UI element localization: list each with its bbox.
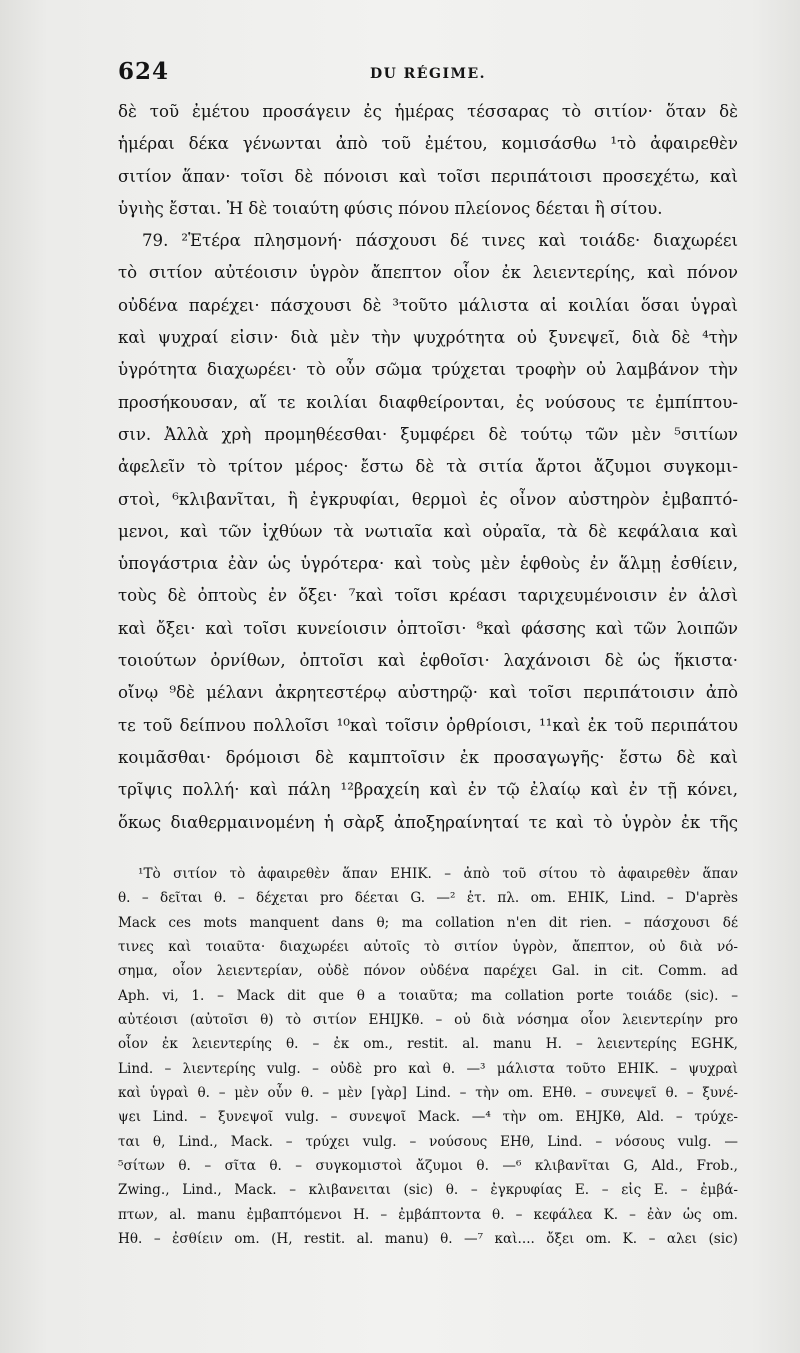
- footnote-line: σημα, οἷον λειεντερίαν, οὐδὲ πόνον οὐδένα παρέχει Gal. in cit. Comm. ad: [118, 963, 738, 980]
- text-line: μενοι, καὶ τῶν ἰχθύων τὰ νωτιαῖα καὶ οὐραῖα, τὰ δὲ κεφάλαια καὶ: [118, 521, 738, 541]
- text-line: σιν. Ἀλλὰ χρὴ προμηθέεσθαι· ξυμφέρει δὲ τούτῳ τῶν μὲν ⁵σιτίων: [118, 424, 738, 444]
- text-line: κοιμᾶσθαι· δρόμοισι δὲ καμπτοῖσιν ἐκ προσαγωγῆς· ἔστω δὲ καὶ: [118, 747, 738, 767]
- footnote-line: οἷον ἐκ λειεντερίης θ. – ἐκ om., restit. al. manu H. – λειεντερίης EGHK,: [118, 1036, 738, 1053]
- footnotes-block: [118, 862, 738, 1252]
- running-head: DU RÉGIME.: [369, 66, 487, 82]
- footnote-line: ται θ, Lind., Mack. – τρύχει vulg. – νούσους EHθ, Lind. – νόσους vulg. —: [118, 1133, 738, 1150]
- text-line: ἀφελεῖν τὸ τρίτον μέρος· ἔστω δὲ τὰ σιτία ἄρτοι ἄζυμοι συγκομι-: [118, 457, 738, 477]
- footnote-line: ⁵σίτων θ. – σῖτα θ. – συγκομιστοὶ ἄζυμοι θ. —⁶ κλιβανῖται G, Ald., Frob.,: [118, 1158, 738, 1175]
- footnote-line: Aph. vi, 1. – Mack dit que θ a τοιαῦτα; ma collation porte τοιάδε (sic). –: [118, 987, 738, 1004]
- footnote-line: Hθ. – ἐσθίειν om. (H, restit. al. manu) θ. —⁷ καὶ.... ὄξει om. K. – αλει (sic): [118, 1231, 738, 1248]
- text-line: 79. ²Ἑτέρα πλησμονή· πάσχουσι δέ τινες καὶ τοιάδε· διαχωρέει: [142, 231, 738, 251]
- text-line: τε τοῦ δείπνου πολλοῖσι ¹⁰καὶ τοῖσιν ὀρθρίοισι, ¹¹καὶ ἐκ τοῦ περιπάτου: [118, 715, 738, 735]
- text-line: καὶ ὄξει· καὶ τοῖσι κυνείοισιν ὀπτοῖσι· ⁸καὶ φάσσης καὶ τῶν λοιπῶν: [118, 618, 738, 638]
- main-text-block: [118, 96, 738, 839]
- footnote-line: ψει Lind. – ξυνεψοῖ vulg. – συνεψοῖ Mack. —⁴ τὴν om. EHJKθ, Ald. – τρύχε-: [118, 1109, 738, 1126]
- text-line: ὅκως διαθερμαινομένη ἡ σὰρξ ἀποξηραίνηταί τε καὶ τὸ ὑγρὸν ἐκ τῆς: [118, 812, 738, 832]
- text-line: τρῖψις πολλή· καὶ πάλη ¹²βραχείη καὶ ἐν τῷ ἐλαίῳ καὶ ἐν τῇ κόνει,: [118, 780, 738, 800]
- text-line: ὑπογάστρια ἐὰν ὡς ὑγρότερα· καὶ τοὺς μὲν ἑφθοὺς ἐν ἅλμῃ ἐσθίειν,: [118, 554, 738, 574]
- text-line: καὶ ψυχραί εἰσιν· διὰ μὲν τὴν ψυχρότητα οὐ ξυνεψεῖ, διὰ δὲ ⁴τὴν: [118, 328, 738, 348]
- footnote-line: Mack ces mots manquent dans θ; ma collation n'en dit rien. – πάσχουσι δέ: [118, 914, 738, 931]
- footnote-line: αὐτέοισι (αὐτοῖσι θ) τὸ σιτίον EHIJKθ. – οὐ διὰ νόσημα οἷον λειεντερίην pro: [118, 1012, 738, 1029]
- text-line: προσήκουσαν, αἵ τε κοιλίαι διαφθείρονται, ἐς νούσους τε ἐμπίπτου-: [118, 392, 738, 412]
- footnote-line: θ. – δεῖται θ. – δέχεται pro δέεται G. —² ἑτ. πλ. om. EHIK, Lind. – D'après: [118, 890, 738, 907]
- text-line: δὲ τοῦ ἐμέτου προσάγειν ἐς ἡμέρας τέσσαρας τὸ σιτίον· ὅταν δὲ: [118, 102, 738, 121]
- text-line: τοιούτων ὀρνίθων, ὀπτοῖσι καὶ ἑφθοῖσι· λαχάνοισι δὲ ὡς ἥκιστα·: [118, 651, 738, 671]
- text-line: στοὶ, ⁶κλιβανῖται, ἢ ἐγκρυφίαι, θερμοὶ ἐς οἶνον αὐστηρὸν ἐμβαπτό-: [118, 489, 738, 509]
- text-line: οἴνῳ ⁹δὲ μέλανι ἀκρητεστέρῳ αὐστηρῷ· καὶ τοῖσι περιπάτοισιν ἀπὸ: [118, 683, 738, 703]
- page-header: [118, 58, 738, 92]
- text-line: σιτίον ἅπαν· τοῖσι δὲ πόνοισι καὶ τοῖσι περιπάτοισι προσεχέτω, καὶ: [118, 166, 738, 186]
- text-line: ὑγιὴς ἔσται. Ἡ δὲ τοιαύτη φύσις πόνου πλείονος δέεται ἢ σίτου.: [118, 198, 663, 218]
- text-line: οὐδένα παρέχει· πάσχουσι δὲ ³τοῦτο μάλιστα αἱ κοιλίαι ὅσαι ὑγραὶ: [118, 295, 738, 315]
- footnote-line: ¹Τὸ σιτίον τὸ ἀφαιρεθὲν ἅπαν EHIK. – ἀπὸ τοῦ σίτου τὸ ἀφαιρεθὲν ἅπαν: [138, 866, 738, 882]
- footnote-line: πτων, al. manu ἐμβαπτόμενοι H. – ἐμβάπτοντα θ. – κεφάλεα K. – ἐὰν ὡς om.: [118, 1206, 738, 1223]
- page-number: 624: [118, 58, 170, 85]
- text-line: τοὺς δὲ ὀπτοὺς ἐν ὄξει· ⁷καὶ τοῖσι κρέασι ταριχευμένοισιν ἐν ἁλσὶ: [118, 586, 738, 606]
- text-line: ὑγρότητα διαχωρέει· τὸ οὖν σῶμα τρύχεται τροφὴν οὐ λαμβάνον τὴν: [118, 360, 738, 380]
- footnote-line: τινες καὶ τοιαῦτα· διαχωρέει αὐτοῖς τὸ σιτίον ὑγρὸν, ἄπεπτον, οὐ διὰ νό-: [118, 939, 738, 956]
- footnote-line: καὶ ὑγραὶ θ. – μὲν οὖν θ. – μὲν [γὰρ] Lind. – τὴν om. EHθ. – συνεψεῖ θ. – ξυνέ-: [118, 1085, 738, 1102]
- footnote-line: Lind. – λιεντερίης vulg. – οὐδὲ pro καὶ θ. —³ μάλιστα τοῦτο EHIK. – ψυχραὶ: [118, 1060, 738, 1077]
- text-line: τὸ σιτίον αὐτέοισιν ὑγρὸν ἄπεπτον οἷον ἐκ λειεντερίης, καὶ πόνον: [118, 263, 738, 283]
- footnote-line: Zwing., Lind., Mack. – κλιβανειται (sic) θ. – ἐγκρυφίας E. – εἰς E. – ἐμβά-: [118, 1182, 738, 1199]
- text-line: ἡμέραι δέκα γένωνται ἀπὸ τοῦ ἐμέτου, κομισάσθω ¹τὸ ἀφαιρεθὲν: [118, 134, 738, 154]
